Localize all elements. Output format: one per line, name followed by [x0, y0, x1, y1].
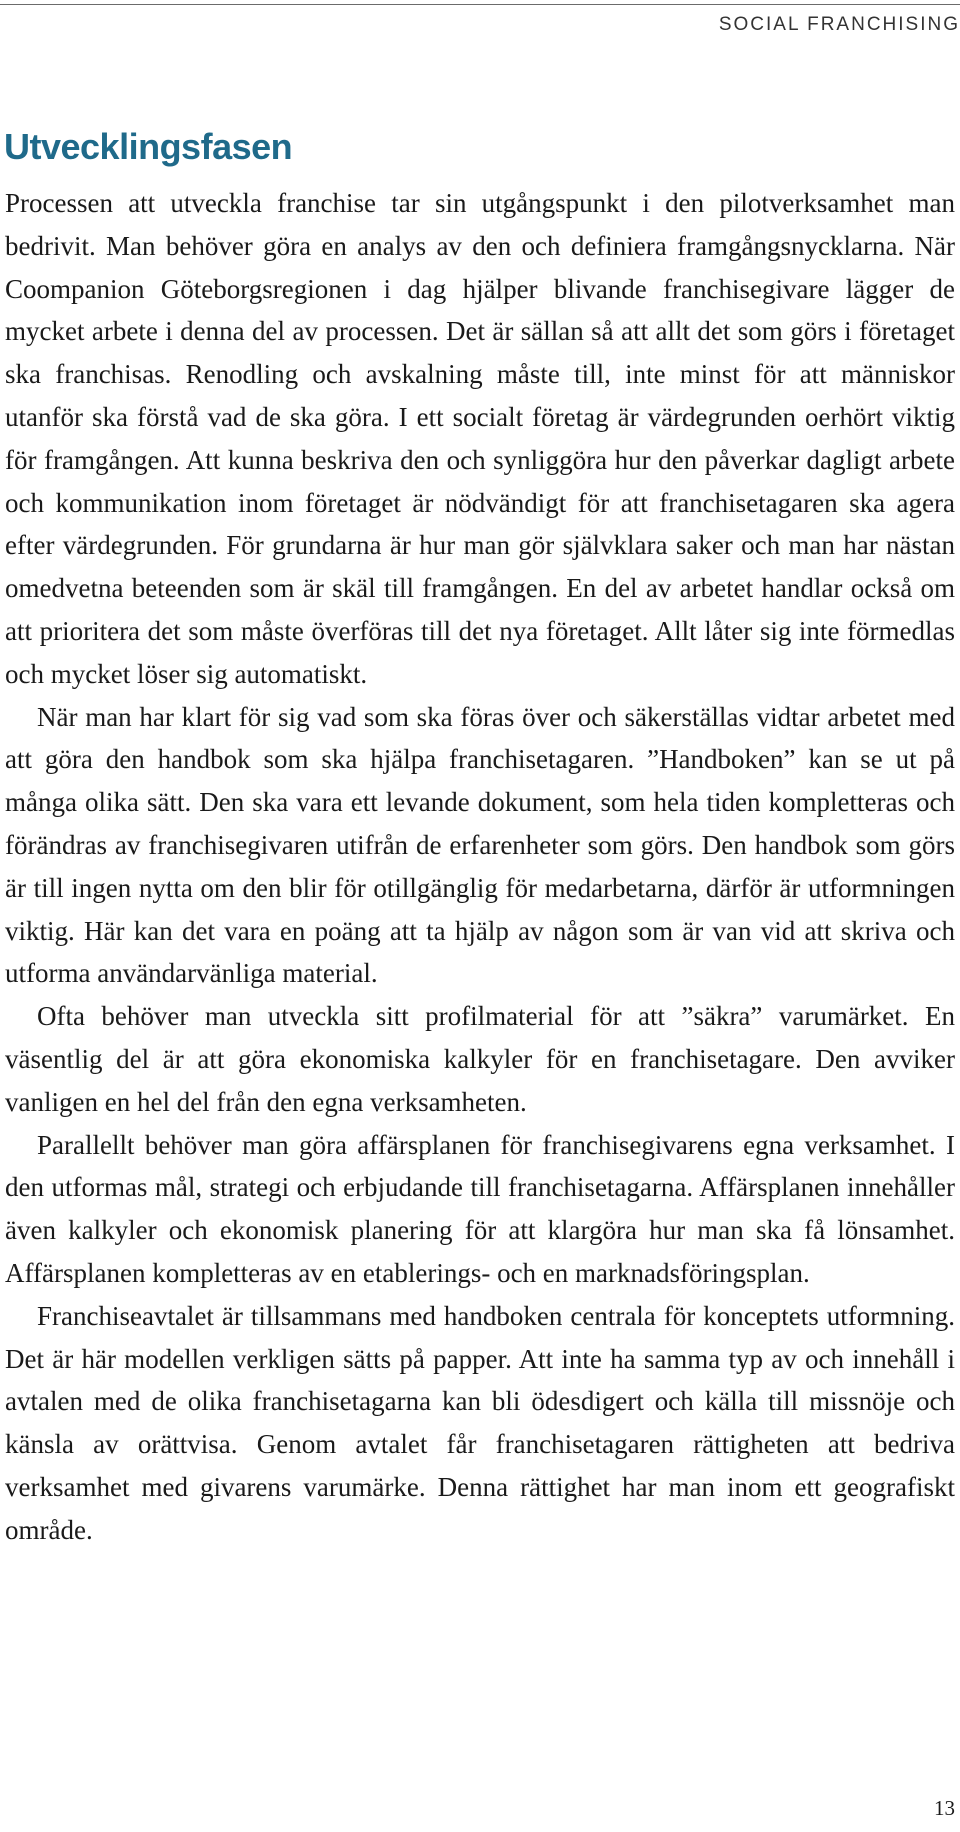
body-text — [5, 182, 955, 1552]
running-header: SOCIAL FRANCHISING — [718, 14, 960, 35]
paragraph: Ofta behöver man utveckla sitt profilmaterial för att ”säkra” varumärket. En väsentlig del är att göra ekonomiska kalkyler för en franchisetagare. Den avviker vanligen en hel del från den egna verksamheten. — [5, 1001, 955, 1117]
page-number: 13 — [934, 1796, 955, 1820]
section-heading: Utvecklingsfasen — [4, 126, 293, 167]
paragraph: Processen att utveckla franchise tar sin utgångspunkt i den pilotverksamhet man bedrivit. Man behöver göra en analys av den och definiera framgångsnycklarna. När Coompanion Göteborgsregionen i dag hjälper blivande franchisegivare lägger de mycket arbete i denna del av processen. Det är sällan så att allt det som görs i företaget ska franchisas. Renodling och avskalning måste till, inte minst för att människor utanför ska förstå vad de ska göra. I ett socialt företag är värdegrunden oerhört viktig för framgången. Att kunna beskriva den och synliggöra hur den påverkar dagligt arbete och kommunikation inom företaget är nödvändigt för att franchisetagaren ska agera efter värdegrunden. För grundarna är hur man gör självklara saker och man har nästan omedvetna beteenden som är skäl till framgången. En del av arbetet handlar också om att prioritera det som måste överföras till det nya företaget. Allt låter sig inte förmedlas och mycket löser sig automatiskt. — [5, 188, 955, 689]
paragraph: Franchiseavtalet är tillsammans med handboken centrala för konceptets utformning. Det är här modellen verkligen sätts på papper. Att inte ha samma typ av och innehåll i avtalen med de olika franchisetagarna kan bli ödesdigert och källa till missnöje och känsla av orättvisa. Genom avtalet får franchisetagaren rättigheten att bedriva verksamhet med givarens varumärke. Denna rättighet har man inom ett geografiskt område. — [5, 1300, 955, 1545]
header-rule — [0, 4, 960, 5]
paragraph: När man har klart för sig vad som ska föras över och säkerställas vidtar arbetet med att göra den handbok som ska hjälpa franchisetagaren. ”Handboken” kan se ut på många olika sätt. Den ska vara ett levande dokument, som hela tiden kompletteras och förändras av franchisegivaren utifrån de erfarenheter som görs. Den handbok som görs är till ingen nytta om den blir för otillgänglig för medarbetarna, därför är utformningen viktig. Här kan det vara en poäng att ta hjälp av någon som är van vid att skriva och utforma användarvänliga material. — [5, 701, 955, 989]
paragraph: Parallellt behöver man göra affärsplanen för franchisegivarens egna verksamhet. I den utformas mål, strategi och erbjudande till franchisetagarna. Affärsplanen innehåller även kalkyler och ekonomisk planering för att klargöra hur man ska få lönsamhet. Affärsplanen kompletteras av en etablerings- och en marknadsföringsplan. — [5, 1129, 955, 1288]
